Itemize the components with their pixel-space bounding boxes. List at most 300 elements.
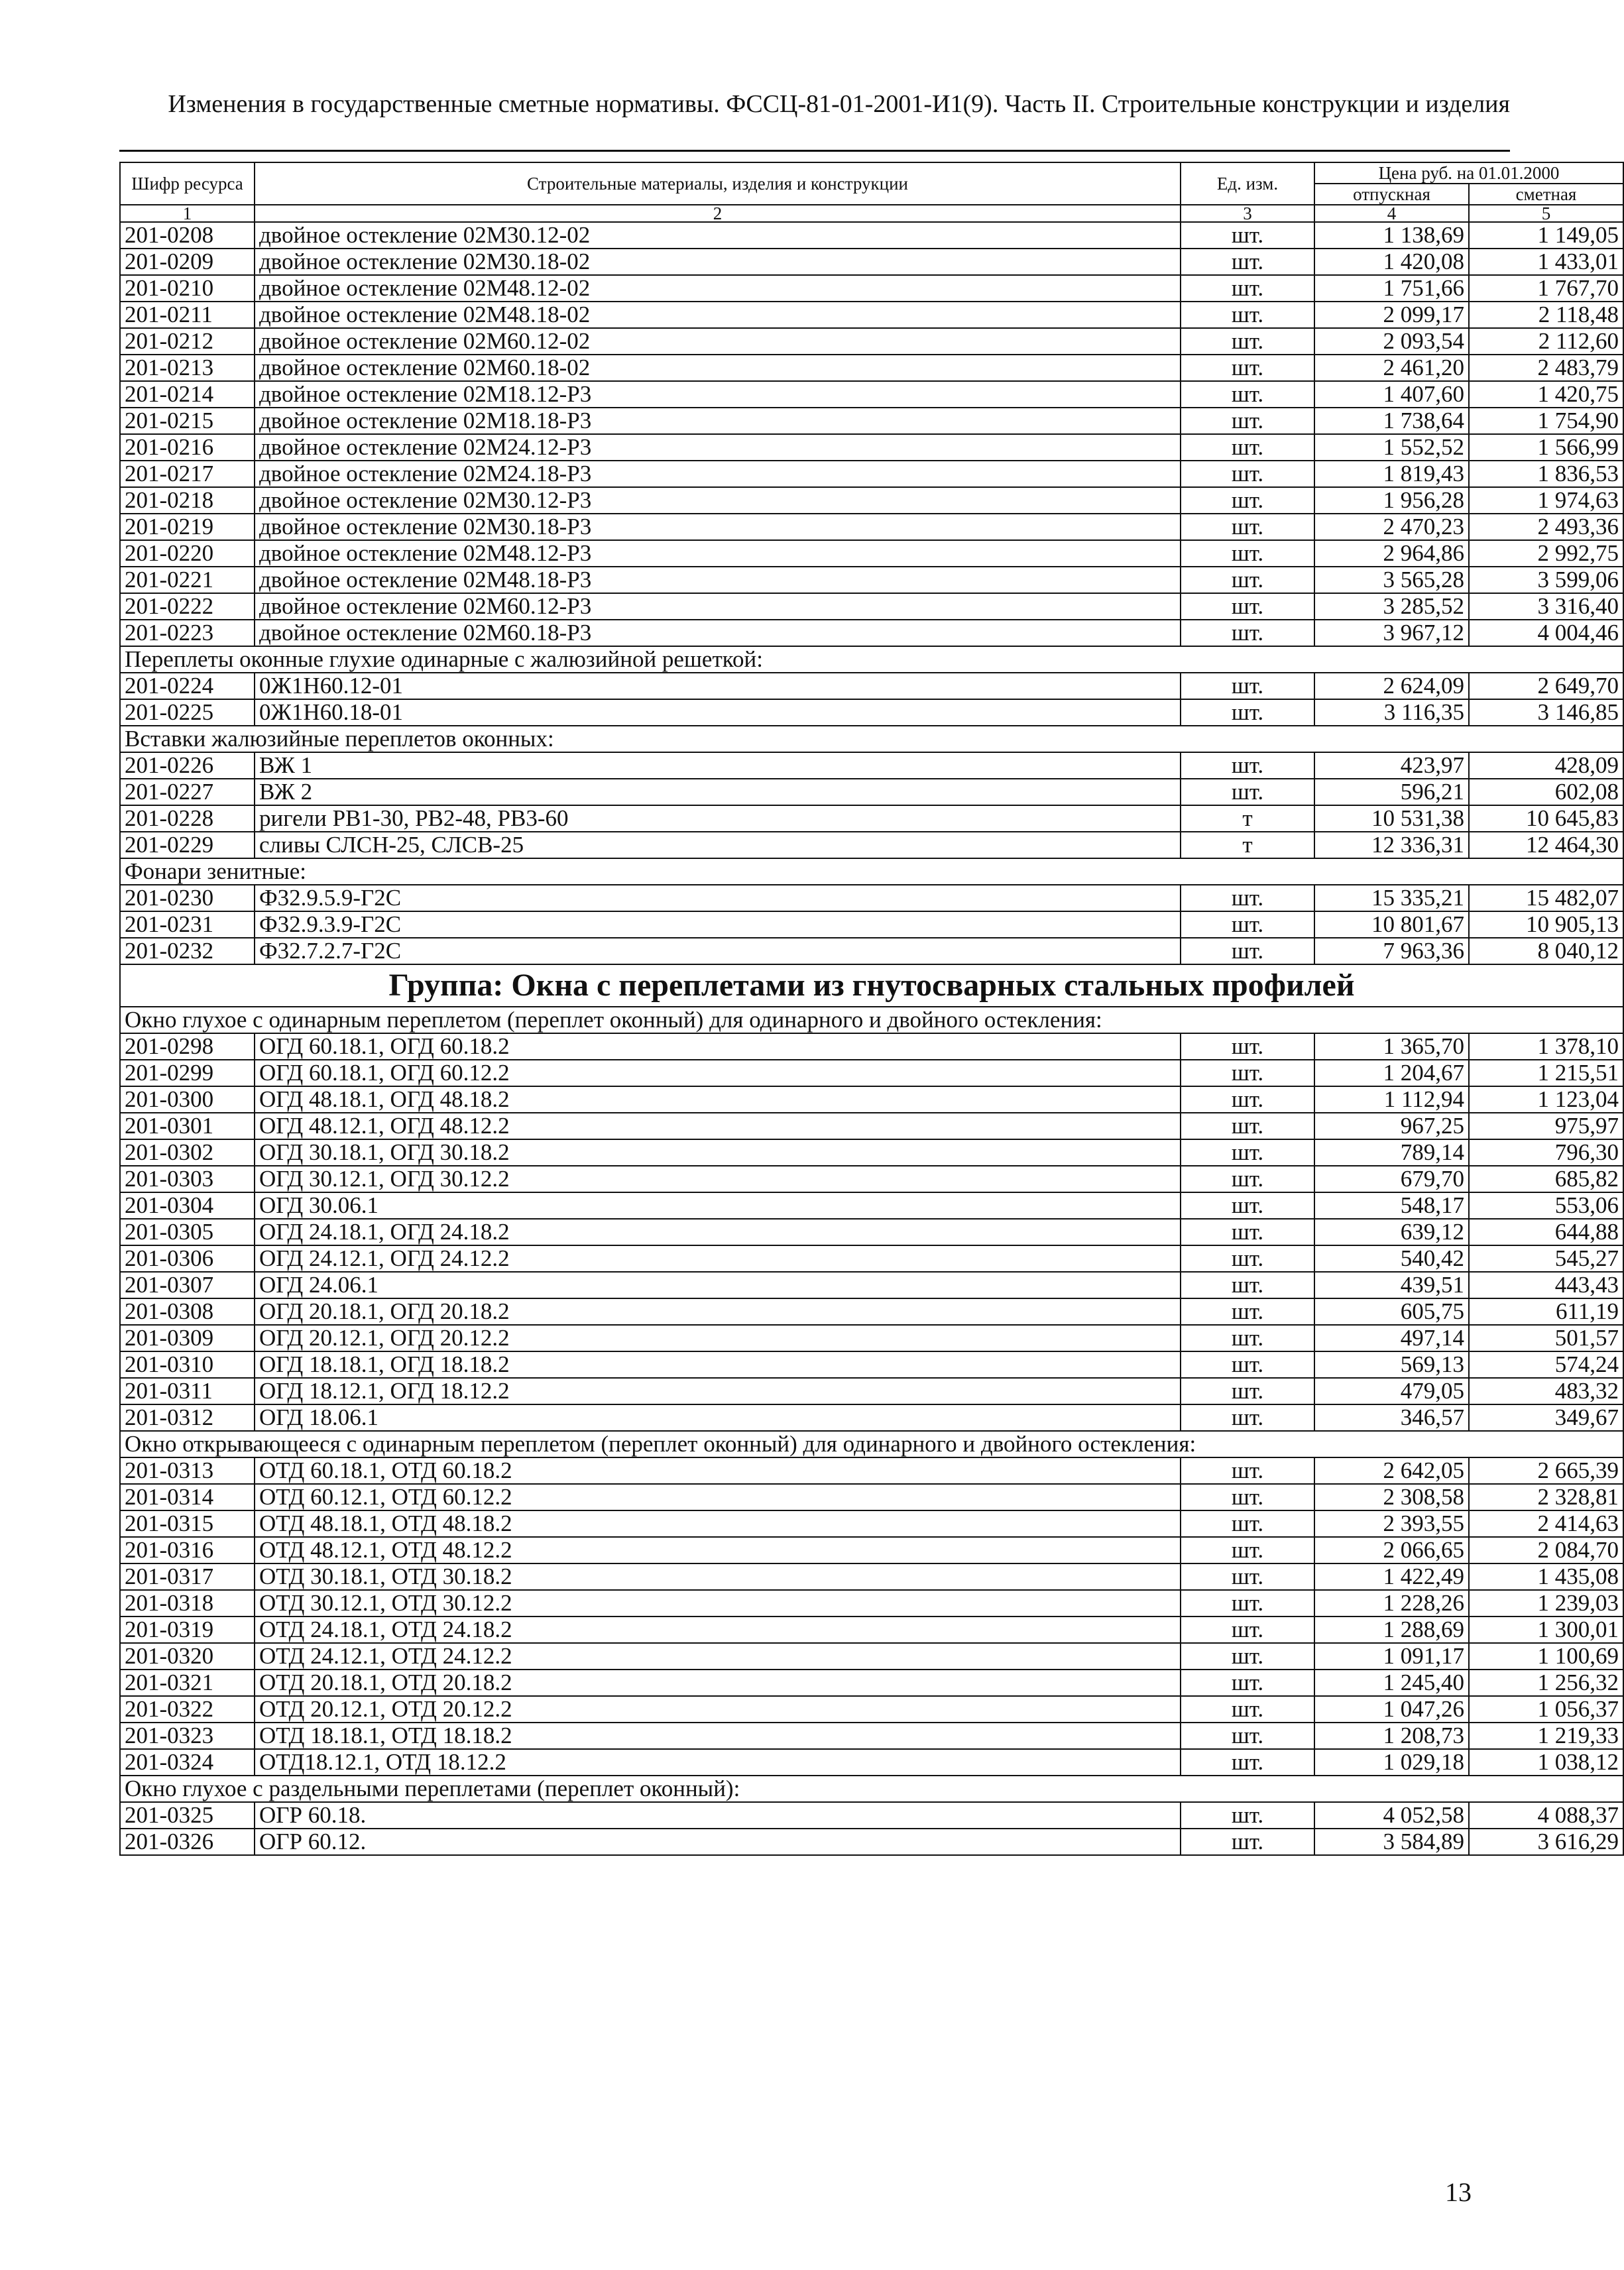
col-header-wholesale: отпускная bbox=[1314, 184, 1469, 205]
item-name: двойное остекление 02М60.18-Р3 bbox=[255, 620, 1181, 646]
resource-code: 201-0310 bbox=[120, 1351, 255, 1378]
unit-cell: т bbox=[1181, 805, 1314, 832]
resource-code: 201-0325 bbox=[120, 1802, 255, 1829]
wholesale-price: 439,51 bbox=[1314, 1272, 1469, 1298]
unit-cell: шт. bbox=[1181, 1457, 1314, 1484]
section-heading-row bbox=[120, 1431, 1623, 1457]
unit-cell: шт. bbox=[1181, 1166, 1314, 1192]
wholesale-price: 4 052,58 bbox=[1314, 1802, 1469, 1829]
table-row bbox=[120, 673, 1623, 699]
item-name: ОГД 30.18.1, ОГД 30.18.2 bbox=[255, 1139, 1181, 1166]
wholesale-price: 967,25 bbox=[1314, 1113, 1469, 1139]
unit-cell: шт. bbox=[1181, 487, 1314, 514]
resource-code: 201-0302 bbox=[120, 1139, 255, 1166]
table-row bbox=[120, 1749, 1623, 1776]
wholesale-price: 423,97 bbox=[1314, 752, 1469, 779]
table-row bbox=[120, 620, 1623, 646]
wholesale-price: 2 642,05 bbox=[1314, 1457, 1469, 1484]
wholesale-price: 605,75 bbox=[1314, 1298, 1469, 1325]
resource-code: 201-0323 bbox=[120, 1723, 255, 1749]
unit-cell: шт. bbox=[1181, 779, 1314, 805]
resource-code: 201-0222 bbox=[120, 593, 255, 620]
table-row bbox=[120, 752, 1623, 779]
item-name: ОГР 60.18. bbox=[255, 1802, 1181, 1829]
unit-cell: шт. bbox=[1181, 1272, 1314, 1298]
item-name: ригели РВ1-30, РВ2-48, РВ3-60 bbox=[255, 805, 1181, 832]
estimate-price: 553,06 bbox=[1469, 1192, 1623, 1219]
resource-code: 201-0226 bbox=[120, 752, 255, 779]
estimate-price: 2 112,60 bbox=[1469, 328, 1623, 355]
estimate-price: 2 483,79 bbox=[1469, 355, 1623, 381]
estimate-price: 4 088,37 bbox=[1469, 1802, 1623, 1829]
resource-code: 201-0316 bbox=[120, 1537, 255, 1563]
wholesale-price: 1 288,69 bbox=[1314, 1617, 1469, 1643]
unit-cell: шт. bbox=[1181, 752, 1314, 779]
table-row bbox=[120, 1670, 1623, 1696]
table-row bbox=[120, 1537, 1623, 1563]
unit-cell: шт. bbox=[1181, 1617, 1314, 1643]
table-row bbox=[120, 249, 1623, 275]
resource-code: 201-0212 bbox=[120, 328, 255, 355]
item-name: двойное остекление 02М18.12-Р3 bbox=[255, 381, 1181, 408]
resource-code: 201-0321 bbox=[120, 1670, 255, 1696]
estimate-price: 1 215,51 bbox=[1469, 1060, 1623, 1086]
table-row bbox=[120, 1457, 1623, 1484]
section-heading: Окно открывающееся с одинарным переплетом (переплет оконный) для одинарного и двойного остекления: bbox=[120, 1431, 1623, 1457]
estimate-price: 2 493,36 bbox=[1469, 514, 1623, 540]
estimate-price: 2 414,63 bbox=[1469, 1510, 1623, 1537]
estimate-price: 975,97 bbox=[1469, 1113, 1623, 1139]
estimate-price: 443,43 bbox=[1469, 1272, 1623, 1298]
estimate-price: 574,24 bbox=[1469, 1351, 1623, 1378]
wholesale-price: 15 335,21 bbox=[1314, 885, 1469, 911]
estimate-price: 1 420,75 bbox=[1469, 381, 1623, 408]
section-heading-row bbox=[120, 858, 1623, 885]
estimate-price: 3 316,40 bbox=[1469, 593, 1623, 620]
item-name: ОГД 60.18.1, ОГД 60.12.2 bbox=[255, 1060, 1181, 1086]
unit-cell: шт. bbox=[1181, 408, 1314, 434]
unit-cell: шт. bbox=[1181, 381, 1314, 408]
estimate-price: 1 754,90 bbox=[1469, 408, 1623, 434]
unit-cell: шт. bbox=[1181, 1086, 1314, 1113]
wholesale-price: 2 470,23 bbox=[1314, 514, 1469, 540]
resource-code: 201-0221 bbox=[120, 567, 255, 593]
unit-cell: шт. bbox=[1181, 1192, 1314, 1219]
wholesale-price: 540,42 bbox=[1314, 1245, 1469, 1272]
unit-cell: шт. bbox=[1181, 1033, 1314, 1060]
item-name: ОТД 20.18.1, ОТД 20.18.2 bbox=[255, 1670, 1181, 1696]
item-name: ОГД 18.06.1 bbox=[255, 1404, 1181, 1431]
resource-code: 201-0211 bbox=[120, 302, 255, 328]
col-number: 5 bbox=[1469, 205, 1623, 222]
wholesale-price: 2 308,58 bbox=[1314, 1484, 1469, 1510]
resource-code: 201-0307 bbox=[120, 1272, 255, 1298]
table-row bbox=[120, 911, 1623, 938]
unit-cell: шт. bbox=[1181, 1829, 1314, 1855]
resource-code: 201-0210 bbox=[120, 275, 255, 302]
resource-code: 201-0318 bbox=[120, 1590, 255, 1617]
wholesale-price: 1 228,26 bbox=[1314, 1590, 1469, 1617]
unit-cell: шт. bbox=[1181, 1404, 1314, 1431]
wholesale-price: 2 099,17 bbox=[1314, 302, 1469, 328]
item-name: ОГД 18.12.1, ОГД 18.12.2 bbox=[255, 1378, 1181, 1404]
resource-code: 201-0215 bbox=[120, 408, 255, 434]
item-name: ОГД 30.12.1, ОГД 30.12.2 bbox=[255, 1166, 1181, 1192]
item-name: ОТД 60.12.1, ОТД 60.12.2 bbox=[255, 1484, 1181, 1510]
wholesale-price: 2 461,20 bbox=[1314, 355, 1469, 381]
group-heading-row bbox=[120, 964, 1623, 1007]
item-name: ОТД 60.18.1, ОТД 60.18.2 bbox=[255, 1457, 1181, 1484]
unit-cell: шт. bbox=[1181, 1563, 1314, 1590]
table-row bbox=[120, 1510, 1623, 1537]
col-header-code: Шифр ресурса bbox=[120, 162, 255, 205]
resource-code: 201-0300 bbox=[120, 1086, 255, 1113]
item-name: ОГД 60.18.1, ОГД 60.18.2 bbox=[255, 1033, 1181, 1060]
section-heading-row bbox=[120, 726, 1623, 752]
wholesale-price: 789,14 bbox=[1314, 1139, 1469, 1166]
resource-code: 201-0232 bbox=[120, 938, 255, 964]
resource-code: 201-0225 bbox=[120, 699, 255, 726]
item-name: двойное остекление 02М60.12-Р3 bbox=[255, 593, 1181, 620]
estimate-price: 1 378,10 bbox=[1469, 1033, 1623, 1060]
wholesale-price: 1 365,70 bbox=[1314, 1033, 1469, 1060]
table-row bbox=[120, 1139, 1623, 1166]
unit-cell: шт. bbox=[1181, 328, 1314, 355]
item-name: ОГР 60.12. bbox=[255, 1829, 1181, 1855]
item-name: ОГД 48.18.1, ОГД 48.18.2 bbox=[255, 1086, 1181, 1113]
section-heading-row bbox=[120, 1007, 1623, 1033]
resource-code: 201-0231 bbox=[120, 911, 255, 938]
wholesale-price: 569,13 bbox=[1314, 1351, 1469, 1378]
item-name: ОТД 20.12.1, ОТД 20.12.2 bbox=[255, 1696, 1181, 1723]
wholesale-price: 1 751,66 bbox=[1314, 275, 1469, 302]
item-name: ОГД 30.06.1 bbox=[255, 1192, 1181, 1219]
resource-code: 201-0230 bbox=[120, 885, 255, 911]
resource-code: 201-0308 bbox=[120, 1298, 255, 1325]
table-row bbox=[120, 938, 1623, 964]
table-row bbox=[120, 567, 1623, 593]
item-name: ОГД 20.12.1, ОГД 20.12.2 bbox=[255, 1325, 1181, 1351]
wholesale-price: 1 819,43 bbox=[1314, 461, 1469, 487]
resource-code: 201-0213 bbox=[120, 355, 255, 381]
table-row bbox=[120, 593, 1623, 620]
estimate-price: 602,08 bbox=[1469, 779, 1623, 805]
item-name: ВЖ 1 bbox=[255, 752, 1181, 779]
estimate-price: 10 645,83 bbox=[1469, 805, 1623, 832]
estimate-price: 1 566,99 bbox=[1469, 434, 1623, 461]
estimate-price: 1 219,33 bbox=[1469, 1723, 1623, 1749]
resource-code: 201-0326 bbox=[120, 1829, 255, 1855]
wholesale-price: 1 407,60 bbox=[1314, 381, 1469, 408]
unit-cell: шт. bbox=[1181, 1643, 1314, 1670]
wholesale-price: 1 204,67 bbox=[1314, 1060, 1469, 1086]
wholesale-price: 2 093,54 bbox=[1314, 328, 1469, 355]
wholesale-price: 596,21 bbox=[1314, 779, 1469, 805]
estimate-price: 3 599,06 bbox=[1469, 567, 1623, 593]
estimate-price: 1 836,53 bbox=[1469, 461, 1623, 487]
wholesale-price: 3 584,89 bbox=[1314, 1829, 1469, 1855]
wholesale-price: 679,70 bbox=[1314, 1166, 1469, 1192]
resource-code: 201-0311 bbox=[120, 1378, 255, 1404]
resource-code: 201-0228 bbox=[120, 805, 255, 832]
item-name: ОГД 24.18.1, ОГД 24.18.2 bbox=[255, 1219, 1181, 1245]
wholesale-price: 1 956,28 bbox=[1314, 487, 1469, 514]
table-row bbox=[120, 408, 1623, 434]
unit-cell: шт. bbox=[1181, 1113, 1314, 1139]
resource-code: 201-0227 bbox=[120, 779, 255, 805]
estimate-price: 1 256,32 bbox=[1469, 1670, 1623, 1696]
table-row bbox=[120, 1484, 1623, 1510]
table-row bbox=[120, 1086, 1623, 1113]
item-name: двойное остекление 02М18.18-Р3 bbox=[255, 408, 1181, 434]
estimate-price: 2 328,81 bbox=[1469, 1484, 1623, 1510]
resource-code: 201-0216 bbox=[120, 434, 255, 461]
unit-cell: шт. bbox=[1181, 1802, 1314, 1829]
item-name: сливы СЛСН-25, СЛСВ-25 bbox=[255, 832, 1181, 858]
table-row bbox=[120, 487, 1623, 514]
table-row bbox=[120, 1113, 1623, 1139]
unit-cell: шт. bbox=[1181, 1510, 1314, 1537]
wholesale-price: 479,05 bbox=[1314, 1378, 1469, 1404]
table-row bbox=[120, 1245, 1623, 1272]
unit-cell: шт. bbox=[1181, 885, 1314, 911]
item-name: двойное остекление 02М48.12-02 bbox=[255, 275, 1181, 302]
wholesale-price: 1 738,64 bbox=[1314, 408, 1469, 434]
col-header-unit: Ед. изм. bbox=[1181, 162, 1314, 205]
resource-code: 201-0217 bbox=[120, 461, 255, 487]
item-name: ОТД 24.12.1, ОТД 24.12.2 bbox=[255, 1643, 1181, 1670]
table-row bbox=[120, 1060, 1623, 1086]
estimate-price: 1 300,01 bbox=[1469, 1617, 1623, 1643]
wholesale-price: 10 531,38 bbox=[1314, 805, 1469, 832]
unit-cell: шт. bbox=[1181, 249, 1314, 275]
col-number: 3 bbox=[1181, 205, 1314, 222]
estimate-price: 796,30 bbox=[1469, 1139, 1623, 1166]
wholesale-price: 3 565,28 bbox=[1314, 567, 1469, 593]
estimate-price: 1 056,37 bbox=[1469, 1696, 1623, 1723]
estimate-price: 1 100,69 bbox=[1469, 1643, 1623, 1670]
estimate-price: 1 038,12 bbox=[1469, 1749, 1623, 1776]
table-row bbox=[120, 1590, 1623, 1617]
table-row bbox=[120, 805, 1623, 832]
unit-cell: шт. bbox=[1181, 514, 1314, 540]
resource-code: 201-0309 bbox=[120, 1325, 255, 1351]
item-name: ОГД 24.06.1 bbox=[255, 1272, 1181, 1298]
table-row bbox=[120, 1563, 1623, 1590]
resource-code: 201-0209 bbox=[120, 249, 255, 275]
col-number: 4 bbox=[1314, 205, 1469, 222]
unit-cell: шт. bbox=[1181, 1325, 1314, 1351]
item-name: Ф32.9.3.9-Г2С bbox=[255, 911, 1181, 938]
item-name: двойное остекление 02М30.12-Р3 bbox=[255, 487, 1181, 514]
table-row bbox=[120, 1696, 1623, 1723]
table-row bbox=[120, 1829, 1623, 1855]
wholesale-price: 346,57 bbox=[1314, 1404, 1469, 1431]
unit-cell: шт. bbox=[1181, 593, 1314, 620]
resource-code: 201-0320 bbox=[120, 1643, 255, 1670]
estimate-price: 15 482,07 bbox=[1469, 885, 1623, 911]
item-name: ОГД 18.18.1, ОГД 18.18.2 bbox=[255, 1351, 1181, 1378]
col-number: 2 bbox=[255, 205, 1181, 222]
estimate-price: 428,09 bbox=[1469, 752, 1623, 779]
section-heading: Окно глухое с одинарным переплетом (переплет оконный) для одинарного и двойного остекления: bbox=[120, 1007, 1623, 1033]
unit-cell: шт. bbox=[1181, 434, 1314, 461]
wholesale-price: 2 964,86 bbox=[1314, 540, 1469, 567]
estimate-price: 545,27 bbox=[1469, 1245, 1623, 1272]
col-header-name: Строительные материалы, изделия и конструкции bbox=[255, 162, 1181, 205]
table-row bbox=[120, 832, 1623, 858]
unit-cell: шт. bbox=[1181, 1670, 1314, 1696]
unit-cell: шт. bbox=[1181, 1723, 1314, 1749]
unit-cell: шт. bbox=[1181, 1219, 1314, 1245]
resource-code: 201-0214 bbox=[120, 381, 255, 408]
unit-cell: шт. bbox=[1181, 1749, 1314, 1776]
wholesale-price: 2 624,09 bbox=[1314, 673, 1469, 699]
header-rule bbox=[119, 150, 1510, 152]
wholesale-price: 1 029,18 bbox=[1314, 1749, 1469, 1776]
estimate-price: 1 123,04 bbox=[1469, 1086, 1623, 1113]
estimate-price: 2 118,48 bbox=[1469, 302, 1623, 328]
section-heading: Фонари зенитные: bbox=[120, 858, 1623, 885]
item-name: ОТД 30.18.1, ОТД 30.18.2 bbox=[255, 1563, 1181, 1590]
section-heading: Окно глухое с раздельными переплетами (переплет оконный): bbox=[120, 1776, 1623, 1802]
estimate-price: 3 616,29 bbox=[1469, 1829, 1623, 1855]
wholesale-price: 10 801,67 bbox=[1314, 911, 1469, 938]
item-name: ВЖ 2 bbox=[255, 779, 1181, 805]
wholesale-price: 1 420,08 bbox=[1314, 249, 1469, 275]
table-row bbox=[120, 328, 1623, 355]
resource-code: 201-0313 bbox=[120, 1457, 255, 1484]
table-row bbox=[120, 1723, 1623, 1749]
wholesale-price: 7 963,36 bbox=[1314, 938, 1469, 964]
wholesale-price: 12 336,31 bbox=[1314, 832, 1469, 858]
item-name: 0Ж1Н60.12-01 bbox=[255, 673, 1181, 699]
table-row bbox=[120, 275, 1623, 302]
wholesale-price: 2 066,65 bbox=[1314, 1537, 1469, 1563]
estimate-price: 3 146,85 bbox=[1469, 699, 1623, 726]
table-row bbox=[120, 381, 1623, 408]
item-name: двойное остекление 02М30.18-02 bbox=[255, 249, 1181, 275]
item-name: 0Ж1Н60.18-01 bbox=[255, 699, 1181, 726]
resource-code: 201-0312 bbox=[120, 1404, 255, 1431]
wholesale-price: 1 552,52 bbox=[1314, 434, 1469, 461]
resource-code: 201-0306 bbox=[120, 1245, 255, 1272]
wholesale-price: 1 208,73 bbox=[1314, 1723, 1469, 1749]
wholesale-price: 1 091,17 bbox=[1314, 1643, 1469, 1670]
estimate-price: 10 905,13 bbox=[1469, 911, 1623, 938]
estimate-price: 644,88 bbox=[1469, 1219, 1623, 1245]
table-row bbox=[120, 540, 1623, 567]
item-name: двойное остекление 02М24.18-Р3 bbox=[255, 461, 1181, 487]
resource-code: 201-0319 bbox=[120, 1617, 255, 1643]
unit-cell: шт. bbox=[1181, 673, 1314, 699]
table-row bbox=[120, 1643, 1623, 1670]
estimate-price: 1 239,03 bbox=[1469, 1590, 1623, 1617]
unit-cell: шт. bbox=[1181, 540, 1314, 567]
col-number: 1 bbox=[120, 205, 255, 222]
item-name: ОТД 18.18.1, ОТД 18.18.2 bbox=[255, 1723, 1181, 1749]
unit-cell: шт. bbox=[1181, 355, 1314, 381]
item-name: ОТД18.12.1, ОТД 18.12.2 bbox=[255, 1749, 1181, 1776]
col-header-price: Цена руб. на 01.01.2000 bbox=[1314, 162, 1623, 184]
unit-cell: шт. bbox=[1181, 699, 1314, 726]
group-heading: Группа: Окна с переплетами из гнутосварных стальных профилей bbox=[120, 964, 1623, 1007]
estimate-price: 1 433,01 bbox=[1469, 249, 1623, 275]
table-row bbox=[120, 461, 1623, 487]
unit-cell: шт. bbox=[1181, 911, 1314, 938]
unit-cell: шт. bbox=[1181, 1378, 1314, 1404]
item-name: двойное остекление 02М24.12-Р3 bbox=[255, 434, 1181, 461]
unit-cell: шт. bbox=[1181, 1139, 1314, 1166]
unit-cell: шт. bbox=[1181, 1298, 1314, 1325]
item-name: двойное остекление 02М48.18-Р3 bbox=[255, 567, 1181, 593]
unit-cell: шт. bbox=[1181, 275, 1314, 302]
table-row bbox=[120, 1298, 1623, 1325]
section-heading: Переплеты оконные глухие одинарные с жалюзийной решеткой: bbox=[120, 646, 1623, 673]
table-row bbox=[120, 1033, 1623, 1060]
section-heading-row bbox=[120, 646, 1623, 673]
table-row bbox=[120, 302, 1623, 328]
table-row bbox=[120, 222, 1623, 249]
unit-cell: шт. bbox=[1181, 302, 1314, 328]
item-name: двойное остекление 02М60.12-02 bbox=[255, 328, 1181, 355]
wholesale-price: 3 967,12 bbox=[1314, 620, 1469, 646]
estimate-price: 1 435,08 bbox=[1469, 1563, 1623, 1590]
item-name: Ф32.7.2.7-Г2С bbox=[255, 938, 1181, 964]
unit-cell: шт. bbox=[1181, 620, 1314, 646]
resource-code: 201-0223 bbox=[120, 620, 255, 646]
table-body bbox=[120, 222, 1623, 1855]
table-row bbox=[120, 885, 1623, 911]
item-name: ОТД 48.18.1, ОТД 48.18.2 bbox=[255, 1510, 1181, 1537]
unit-cell: шт. bbox=[1181, 1060, 1314, 1086]
table-row bbox=[120, 1325, 1623, 1351]
section-heading-row bbox=[120, 1776, 1623, 1802]
table-row bbox=[120, 1192, 1623, 1219]
estimate-price: 1 974,63 bbox=[1469, 487, 1623, 514]
item-name: ОТД 30.12.1, ОТД 30.12.2 bbox=[255, 1590, 1181, 1617]
unit-cell: шт. bbox=[1181, 1245, 1314, 1272]
item-name: ОТД 24.18.1, ОТД 24.18.2 bbox=[255, 1617, 1181, 1643]
resource-code: 201-0305 bbox=[120, 1219, 255, 1245]
price-table bbox=[119, 162, 1624, 1856]
resource-code: 201-0324 bbox=[120, 1749, 255, 1776]
table-row bbox=[120, 1404, 1623, 1431]
estimate-price: 4 004,46 bbox=[1469, 620, 1623, 646]
table-row bbox=[120, 779, 1623, 805]
unit-cell: шт. bbox=[1181, 567, 1314, 593]
resource-code: 201-0301 bbox=[120, 1113, 255, 1139]
estimate-price: 2 084,70 bbox=[1469, 1537, 1623, 1563]
estimate-price: 2 992,75 bbox=[1469, 540, 1623, 567]
resource-code: 201-0303 bbox=[120, 1166, 255, 1192]
wholesale-price: 2 393,55 bbox=[1314, 1510, 1469, 1537]
table-row bbox=[120, 355, 1623, 381]
unit-cell: шт. bbox=[1181, 461, 1314, 487]
resource-code: 201-0322 bbox=[120, 1696, 255, 1723]
page-number: 13 bbox=[1445, 2177, 1472, 2207]
resource-code: 201-0314 bbox=[120, 1484, 255, 1510]
estimate-price: 349,67 bbox=[1469, 1404, 1623, 1431]
item-name: двойное остекление 02М30.18-Р3 bbox=[255, 514, 1181, 540]
resource-code: 201-0299 bbox=[120, 1060, 255, 1086]
table-row bbox=[120, 1802, 1623, 1829]
resource-code: 201-0298 bbox=[120, 1033, 255, 1060]
item-name: двойное остекление 02М60.18-02 bbox=[255, 355, 1181, 381]
wholesale-price: 1 112,94 bbox=[1314, 1086, 1469, 1113]
resource-code: 201-0229 bbox=[120, 832, 255, 858]
wholesale-price: 1 047,26 bbox=[1314, 1696, 1469, 1723]
